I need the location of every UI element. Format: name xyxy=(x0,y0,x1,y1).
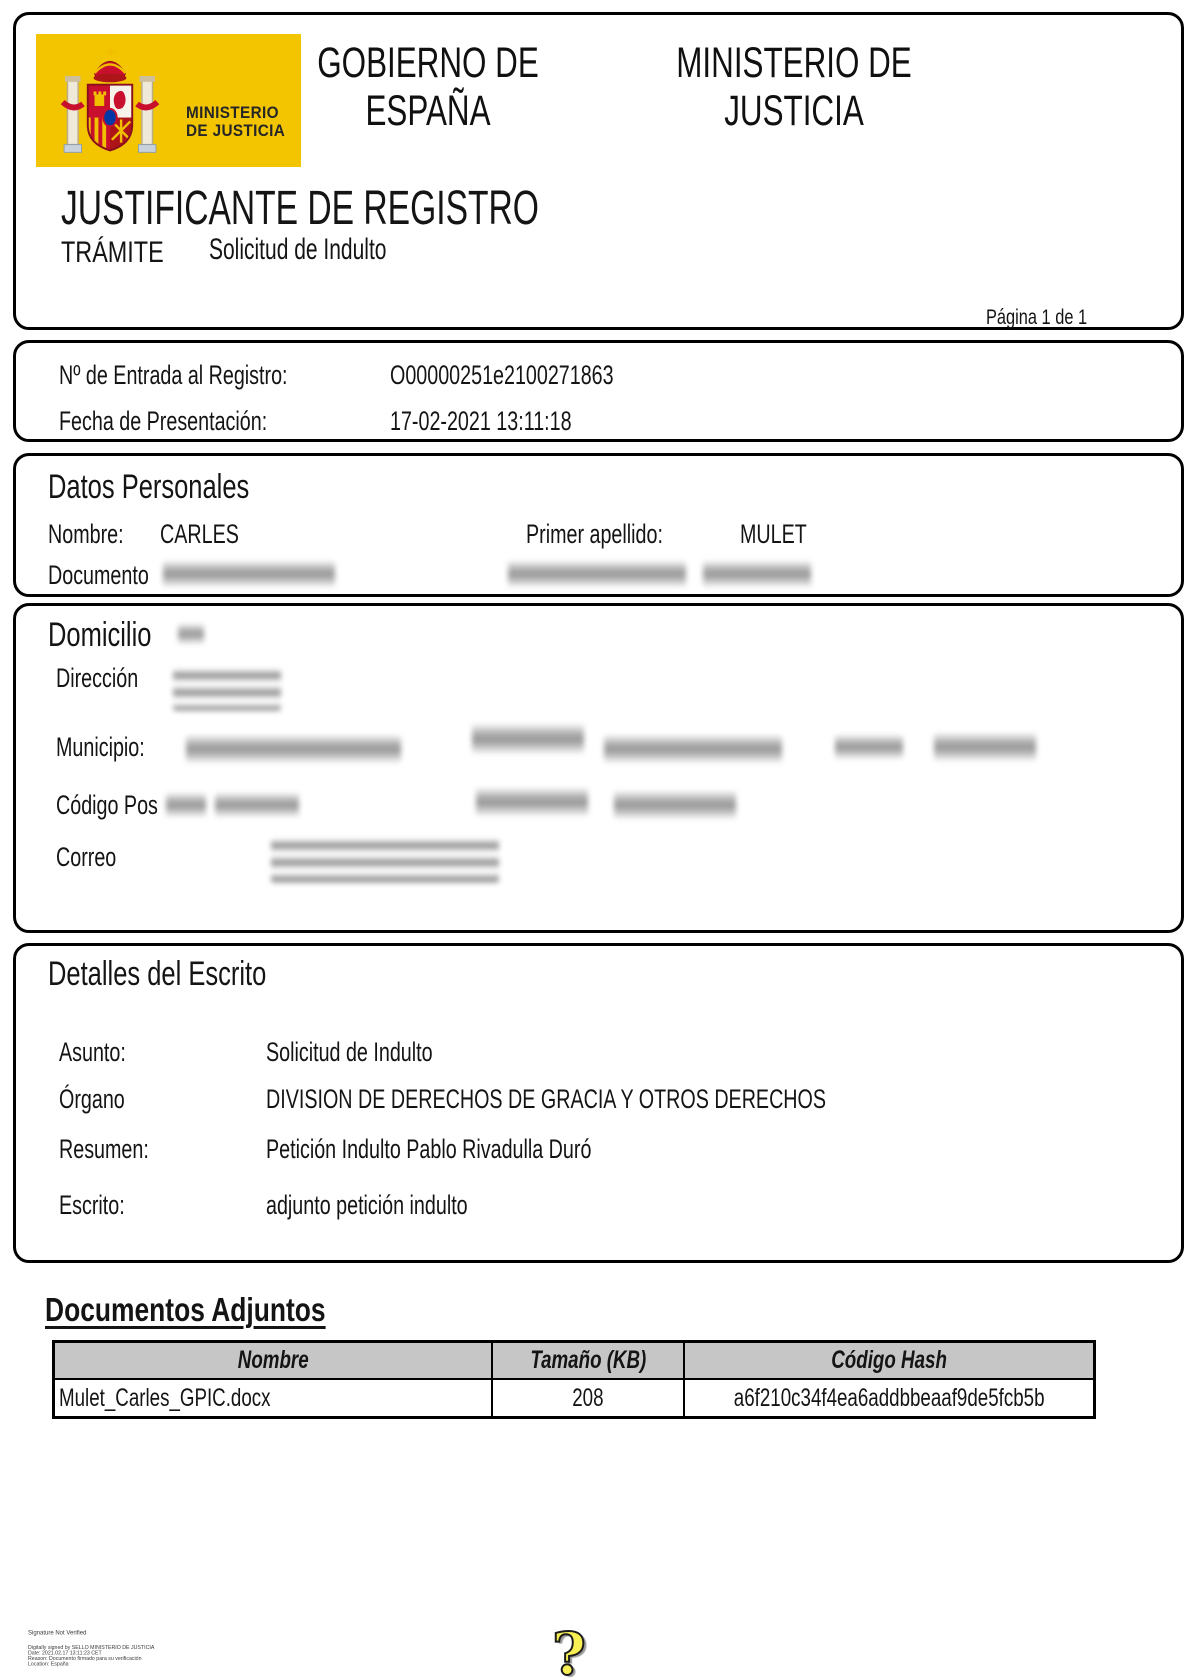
logo-ministry-line2: DE JUSTICIA xyxy=(186,121,286,140)
entrada-value: O00000251e2100271863 xyxy=(390,360,614,390)
escrito-value: adjunto petición indulto xyxy=(266,1190,468,1220)
ministerio-line2: JUSTICIA xyxy=(724,87,864,135)
cell-file-size: 208 xyxy=(491,1380,683,1416)
spain-coat-of-arms-icon xyxy=(60,48,160,162)
redacted-codigo-postal-value xyxy=(215,792,299,818)
redacted-pais-label xyxy=(835,734,903,760)
redacted-segundo-apellido-value xyxy=(703,560,811,588)
ministerio-line1: MINISTERIO DE xyxy=(676,39,912,87)
fecha-value: 17-02-2021 13:11:18 xyxy=(390,406,572,436)
detalles-box xyxy=(13,943,1184,1263)
redacted-municipio-value xyxy=(186,734,401,764)
cell-file-hash: a6f210c34f4ea6addbbeaaf9de5fcb5b xyxy=(683,1380,1093,1416)
gobierno-line2: ESPAÑA xyxy=(365,87,491,135)
signature-location: Location: España xyxy=(28,1661,69,1667)
municipio-label: Municipio: xyxy=(56,732,145,762)
documentos-adjuntos-title: Documentos Adjuntos xyxy=(45,1291,326,1328)
nombre-value: CARLES xyxy=(160,519,239,549)
signature-date: Date: 2021.02.17 13:11:23 CET xyxy=(28,1650,102,1656)
entrada-label: Nº de Entrada al Registro: xyxy=(59,360,288,390)
documento-label: Documento xyxy=(48,560,149,590)
attachments-table-header xyxy=(55,1343,1093,1380)
resumen-value: Petición Indulto Pablo Rivadulla Duró xyxy=(266,1134,592,1164)
signature-status: Signature Not Verified xyxy=(28,1629,87,1636)
gobierno-title xyxy=(311,39,545,135)
registro-box xyxy=(13,340,1184,442)
tramite-value: Solicitud de Indulto xyxy=(209,233,387,266)
signature-question-mark-icon: ? xyxy=(552,1620,586,1679)
logo-ministry-line1: MINISTERIO xyxy=(186,103,279,122)
escrito-label: Escrito: xyxy=(59,1190,125,1220)
signature-signed-by: Digitally signed by SELLO MINISTERIO DE JUSTICIA xyxy=(28,1644,155,1651)
signature-reason: Reason: Documento firmado para su verificación xyxy=(28,1655,142,1662)
page-indicator: Página 1 de 1 xyxy=(986,306,1088,329)
fecha-label: Fecha de Presentación: xyxy=(59,406,268,436)
asunto-label: Asunto: xyxy=(59,1037,126,1067)
asunto-value: Solicitud de Indulto xyxy=(266,1037,433,1067)
redacted-segundo-apellido-label xyxy=(508,560,686,588)
logo-ministry-text xyxy=(186,104,285,140)
col-header-tamano: Tamaño (KB) xyxy=(491,1343,683,1380)
col-header-nombre: Nombre xyxy=(55,1343,491,1380)
resumen-label: Resumen: xyxy=(59,1134,149,1164)
datos-personales-box xyxy=(13,453,1184,597)
primer-apellido-label: Primer apellido: xyxy=(526,519,663,549)
domicilio-title: Domicilio xyxy=(48,616,152,654)
document-title: JUSTIFICANTE DE REGISTRO xyxy=(61,182,539,235)
ministry-logo xyxy=(36,34,301,167)
direccion-label: Dirección xyxy=(56,663,139,693)
redacted-telefono-label xyxy=(476,787,588,817)
redacted-provincia-label xyxy=(472,723,584,755)
ministerio-title xyxy=(655,39,932,135)
col-header-codigo-hash: Código Hash xyxy=(683,1343,1093,1380)
primer-apellido-value: MULET xyxy=(740,519,807,549)
header-box xyxy=(13,12,1184,330)
organo-label: Órgano xyxy=(59,1084,125,1114)
attachments-table xyxy=(52,1340,1096,1419)
detalles-title: Detalles del Escrito xyxy=(48,955,267,993)
redacted-domicilio-title-suffix xyxy=(178,623,204,645)
datos-personales-title: Datos Personales xyxy=(48,468,250,506)
tramite-label: TRÁMITE xyxy=(61,236,164,269)
redacted-correo-value xyxy=(271,837,499,883)
codigo-postal-label: Código Pos xyxy=(56,790,158,820)
organo-value: DIVISION DE DERECHOS DE GRACIA Y OTROS DERECHOS xyxy=(266,1084,827,1114)
signature-annotation xyxy=(28,1629,408,1667)
gobierno-line1: GOBIERNO DE xyxy=(317,39,539,87)
redacted-telefono-value xyxy=(614,790,736,820)
redacted-provincia-value xyxy=(604,734,782,764)
cell-file-name: Mulet_Carles_GPIC.docx xyxy=(59,1383,271,1412)
correo-label: Correo xyxy=(56,842,117,872)
table-row xyxy=(55,1380,1093,1416)
nombre-label: Nombre: xyxy=(48,519,124,549)
redacted-pais-value xyxy=(934,732,1036,762)
redacted-codigo-postal-label-tail xyxy=(166,792,206,818)
redacted-direccion-value xyxy=(173,667,281,711)
domicilio-box xyxy=(13,603,1184,933)
redacted-documento-value xyxy=(163,560,335,588)
